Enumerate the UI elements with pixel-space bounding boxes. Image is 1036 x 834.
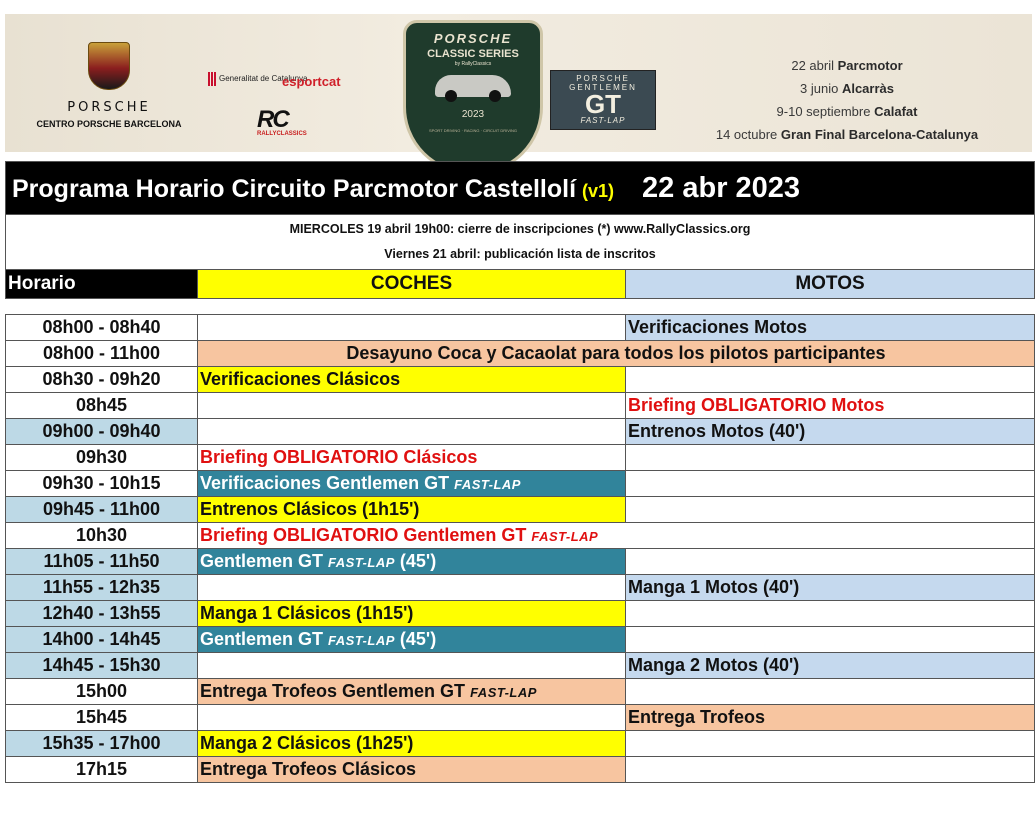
table-row (6, 419, 1035, 445)
table-row (6, 393, 1035, 419)
row-motos (626, 497, 1035, 523)
row-motos (626, 757, 1035, 783)
table-row (6, 627, 1035, 653)
notes-row (6, 215, 1035, 270)
row-motos: Briefing OBLIGATORIO Motos (626, 393, 1035, 419)
porsche-crest-icon (88, 42, 130, 90)
row-motos (626, 627, 1035, 653)
table-row (6, 445, 1035, 471)
row-motos (626, 445, 1035, 471)
season-date-1: 22 abril Parcmotor (791, 58, 903, 73)
row-coches: Verificaciones Clásicos (198, 367, 626, 393)
column-header-row (6, 270, 1035, 299)
row-span-event: Desayuno Coca y Cacaolat para todos los pilotos participantes (198, 341, 1035, 367)
row-motos: Entrenos Motos (40') (626, 419, 1035, 445)
fast-lap-tag: FAST-LAP (531, 529, 599, 544)
row-motos (626, 471, 1035, 497)
row-time: 09h00 - 09h40 (6, 419, 198, 445)
row-coches: Entrenos Clásicos (1h15') (198, 497, 626, 523)
row-coches (198, 393, 626, 419)
table-row (6, 601, 1035, 627)
row-motos (626, 367, 1035, 393)
row-time: 15h00 (6, 679, 198, 705)
table-row (6, 679, 1035, 705)
porsche-logo (29, 42, 189, 129)
row-time: 12h40 - 13h55 (6, 601, 198, 627)
row-motos (626, 731, 1035, 757)
spacer-row (6, 299, 1035, 315)
table-row (6, 549, 1035, 575)
row-time: 11h05 - 11h50 (6, 549, 198, 575)
senyera-icon (208, 72, 216, 86)
schedule-table (5, 161, 1035, 783)
row-time: 10h30 (6, 523, 198, 549)
table-row (6, 341, 1035, 367)
esportcat-logo: esportcat (282, 74, 341, 89)
row-time: 08h45 (6, 393, 198, 419)
row-coches (198, 653, 626, 679)
season-date-3: 9-10 septiembre Calafat (776, 104, 918, 119)
porsche-wordmark: PORSCHE (67, 100, 151, 115)
table-row (6, 757, 1035, 783)
row-time: 09h30 - 10h15 (6, 471, 198, 497)
row-motos: Manga 2 Motos (40') (626, 653, 1035, 679)
centro-porsche-label: CENTRO PORSCHE BARCELONA (36, 119, 182, 129)
classic-car-icon (435, 75, 511, 97)
season-date-2: 3 junio Alcarràs (800, 81, 894, 96)
row-coches: Verificaciones Gentlemen GT FAST-LAP (198, 471, 626, 497)
rallyclassics-logo: RC RALLYCLASSICS (257, 106, 307, 137)
row-coches: Entrega Trofeos Clásicos (198, 757, 626, 783)
column-header-horario: Horario (6, 270, 198, 299)
row-time: 15h45 (6, 705, 198, 731)
row-time: 09h45 - 11h00 (6, 497, 198, 523)
row-coches (198, 575, 626, 601)
fast-lap-tag: FAST-LAP (328, 555, 395, 570)
row-time: 09h30 (6, 445, 198, 471)
row-coches: Entrega Trofeos Gentlemen GT FAST-LAP (198, 679, 626, 705)
season-dates (685, 54, 1009, 146)
row-coches: Briefing OBLIGATORIO Clásicos (198, 445, 626, 471)
row-coches (198, 419, 626, 445)
table-row (6, 653, 1035, 679)
row-coches: Gentlemen GT FAST-LAP (45') (198, 627, 626, 653)
row-time: 08h00 - 08h40 (6, 315, 198, 341)
row-coches: Gentlemen GT FAST-LAP (45') (198, 549, 626, 575)
row-motos (626, 679, 1035, 705)
table-row (6, 367, 1035, 393)
row-time: 15h35 - 17h00 (6, 731, 198, 757)
row-time: 14h45 - 15h30 (6, 653, 198, 679)
table-row (6, 315, 1035, 341)
column-header-coches: COCHES (198, 270, 626, 299)
row-coches: Manga 2 Clásicos (1h25') (198, 731, 626, 757)
table-row (6, 497, 1035, 523)
shield-year: 2023 (461, 109, 485, 120)
season-date-4: 14 octubre Gran Final Barcelona-Catalunya (715, 127, 979, 142)
row-time: 17h15 (6, 757, 198, 783)
version-badge: (v1) (582, 180, 615, 201)
table-row (6, 731, 1035, 757)
classic-series-shield: PORSCHE CLASSIC SERIES by RallyClassics 2023 SPORT DRIVING · RACING · CIRCUIT DRIVING (403, 20, 543, 174)
row-motos (626, 549, 1035, 575)
table-row (6, 575, 1035, 601)
table-row (6, 471, 1035, 497)
row-coches: Manga 1 Clásicos (1h15') (198, 601, 626, 627)
row-coches (198, 315, 626, 341)
generalitat-logo: Generalitat de Catalunya (208, 72, 308, 86)
row-coches: Briefing OBLIGATORIO Gentlemen GT FAST-LAP (198, 523, 1035, 549)
row-time: 11h55 - 12h35 (6, 575, 198, 601)
row-time: 08h00 - 11h00 (6, 341, 198, 367)
row-time: 14h00 - 14h45 (6, 627, 198, 653)
gentlemen-gt-logo: PORSCHE GENTLEMEN GT FAST-LAP (550, 70, 656, 130)
column-header-motos: MOTOS (626, 270, 1035, 299)
table-row (6, 523, 1035, 549)
fast-lap-tag: FAST-LAP (454, 477, 521, 492)
fast-lap-tag: FAST-LAP (328, 633, 395, 648)
fast-lap-tag: FAST-LAP (470, 685, 537, 700)
table-row (6, 705, 1035, 731)
row-motos (626, 601, 1035, 627)
row-motos: Entrega Trofeos (626, 705, 1035, 731)
row-time: 08h30 - 09h20 (6, 367, 198, 393)
row-coches (198, 705, 626, 731)
title-row (6, 162, 1035, 215)
row-motos: Manga 1 Motos (40') (626, 575, 1035, 601)
header-banner (5, 14, 1032, 152)
note-line-2: Viernes 21 abril: publicación lista de inscritos (384, 247, 656, 261)
row-motos: Verificaciones Motos (626, 315, 1035, 341)
note-line-1: MIERCOLES 19 abril 19h00: cierre de inscripciones (*) www.RallyClassics.org (289, 222, 751, 236)
page-title: Programa Horario Circuito Parcmotor Castellolí (12, 174, 577, 203)
event-date: 22 abr 2023 (642, 171, 801, 204)
